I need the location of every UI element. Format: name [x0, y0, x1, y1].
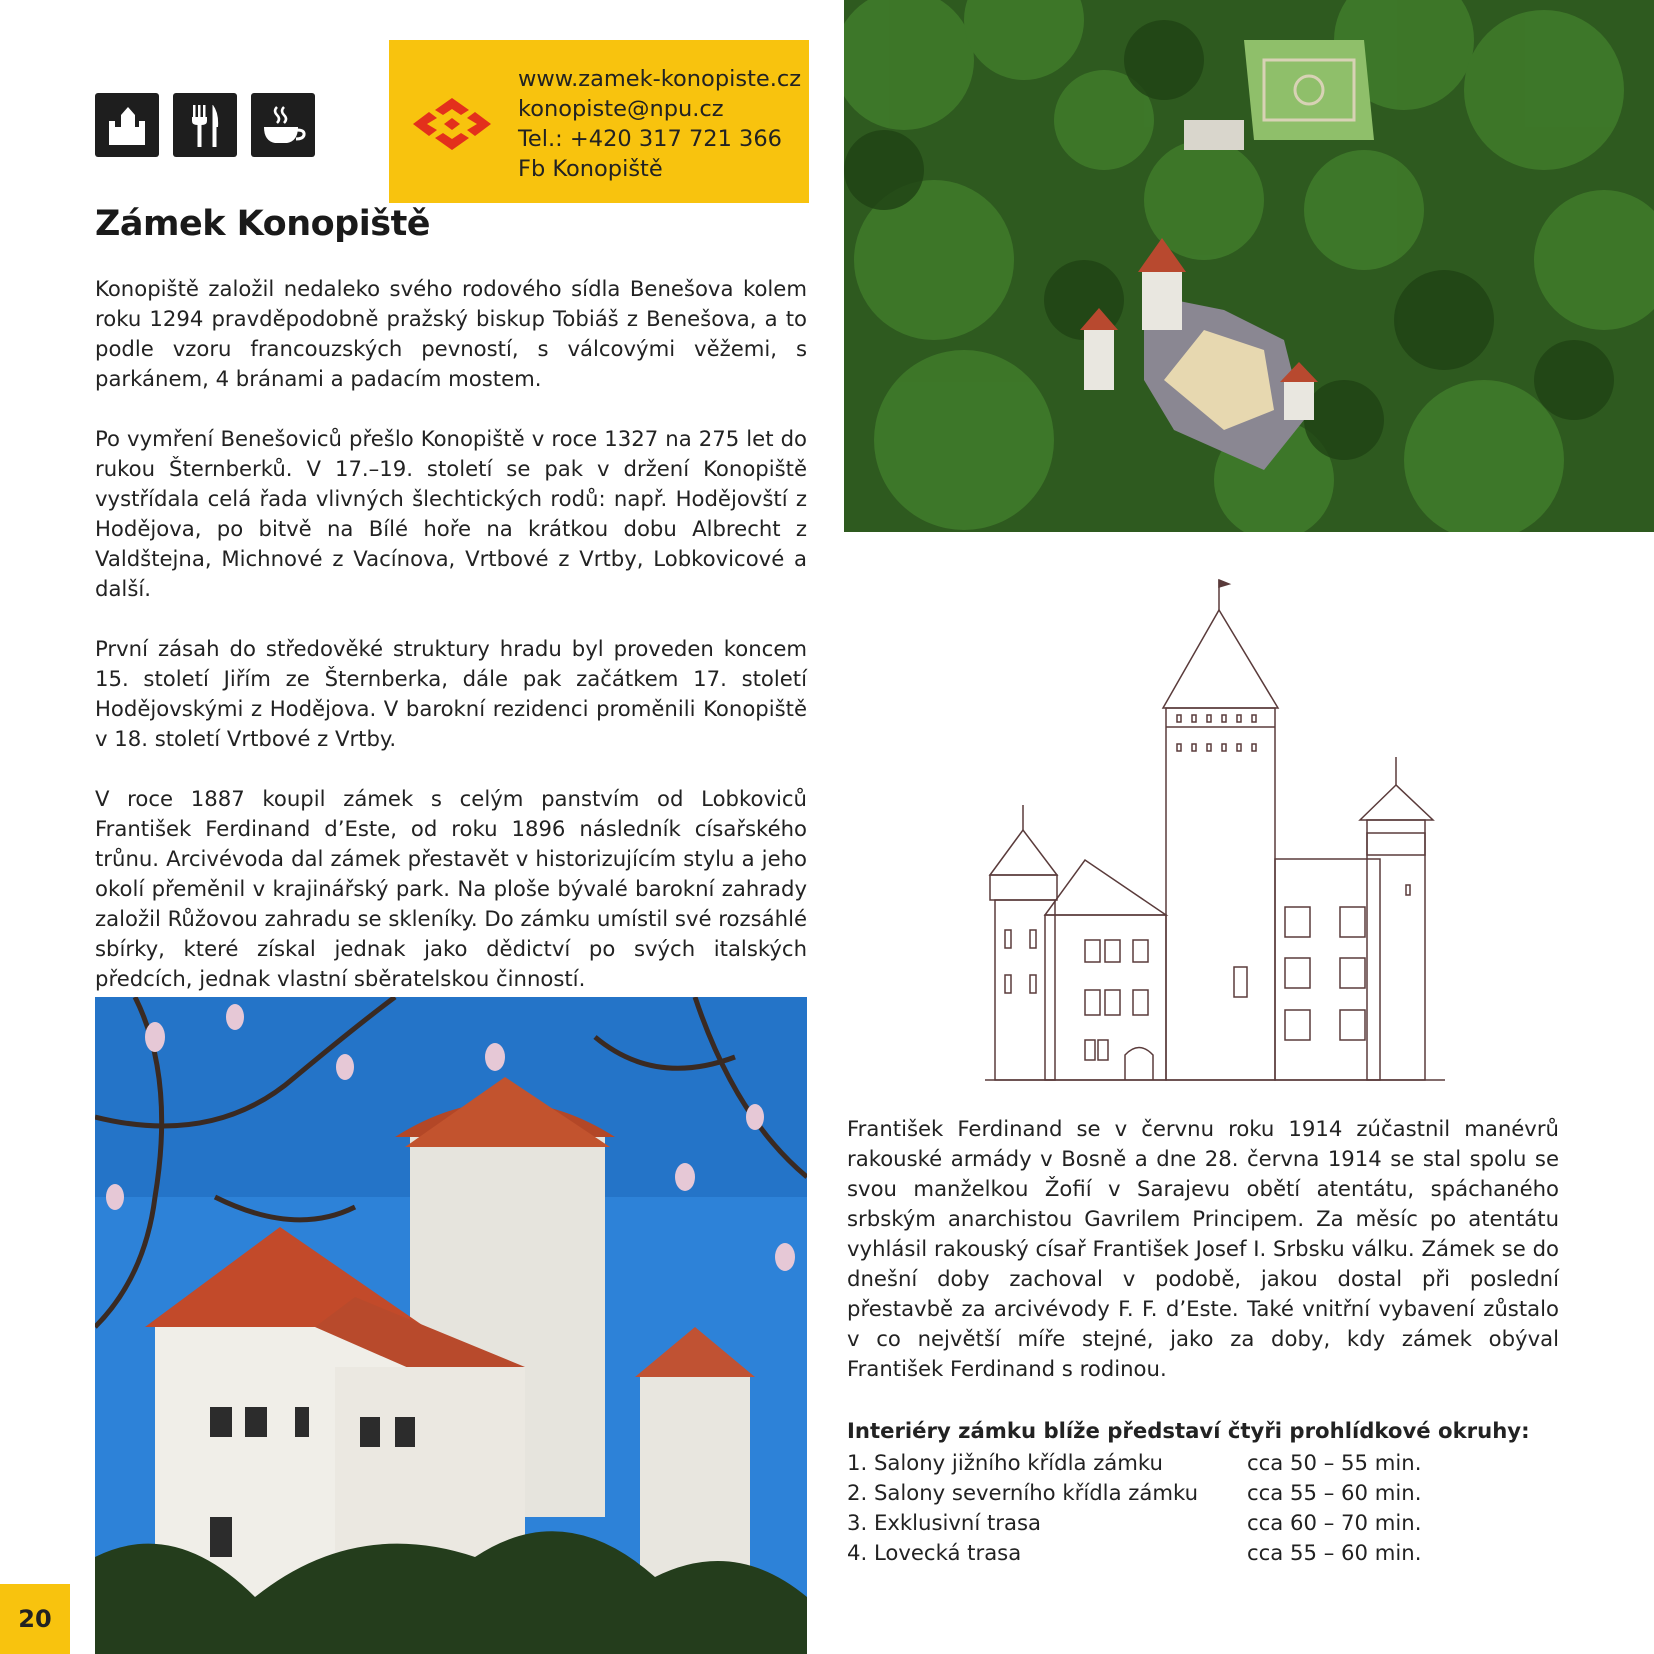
list-item — [847, 1478, 1447, 1508]
tour-name: 4. Lovecká trasa — [847, 1540, 1022, 1565]
tour-duration: cca 60 – 70 min. — [1247, 1510, 1422, 1535]
paragraph: První zásah do středověké struktury hradu byl proveden koncem 15. století Jiřím ze Šternberka, dále pak začátkem 17. století Hodějovskými z Hodějova. V barokní rezidenci proměnili Konopiště v 18. století Vrtbové z Vrtby. — [95, 636, 807, 751]
tour-duration: cca 55 – 60 min. — [1247, 1480, 1422, 1505]
castle-tower-photo — [95, 997, 807, 1654]
website-link[interactable]: www.zamek-konopiste.cz — [518, 66, 802, 92]
npu-logo — [409, 96, 495, 152]
paragraph: Konopiště založil nedaleko svého rodového sídla Benešova kolem roku 1294 pravděpodobně pražský biskup Tobiáš z Benešova, a to podle vzoru francouzských pevností, s válcovými věžemi, s parkánem, 4 bránami a padacím mostem. — [95, 276, 807, 391]
paragraph: František Ferdinand se v červnu roku 1914 zúčastnil manévrů rakouské armády v Bosně a dne 28. června 1914 se stal spolu se svou manželkou Žofií v Sarajevu obětí atentátu, spáchaného srbským anarchistou Gavrilem Principem. Za měsíc po atentátu vyhlásil rakouský císař František Josef I. Srbsku válku. Zámek se do dnešní doby zachoval v podobě, jakou dostal při poslední přestavbě za arcivévody F. F. d’Este. Také vnitřní vybavení zůstalo v co největší míře stejné, jako za doby, kdy zámek obýval František Ferdinand s rodinou. — [847, 1116, 1559, 1381]
email-link[interactable]: konopiste@npu.cz — [518, 96, 724, 122]
tours-heading: Interiéry zámku blíže představí čtyři prohlídkové okruhy: — [847, 1418, 1530, 1443]
paragraph: V roce 1887 koupil zámek s celým panstvím od Lobkoviců František Ferdinand d’Este, od roku 1896 následník císařského trůnu. Arcivévoda dal zámek přestavět v historizujícím stylu a jeho okolí přeměnil v krajinářský park. Na ploše bývalé barokní zahrady založil Růžovou zahradu se skleníky. Do zámku umístil své rozsáhlé sbírky, které získal jednak jako dědictví po svých italských předcích, jednak vlastní sběratelskou činností. — [95, 786, 807, 991]
page-title: Zámek Konopiště — [95, 204, 431, 244]
paragraph: Po vymření Benešoviců přešlo Konopiště v roce 1327 na 275 let do rukou Šternberků. V 17.–19. století se pak v držení Konopiště vystřídala celá řada vlivných šlechtických rodů: např. Hodějovští z Hodějova, po bitvě na Bílé hoře na krátkou dobu Albrecht z Valdštejna, Michnové z Vacínova, Vrtbové z Vrtby, Lobkovicové a další. — [95, 426, 807, 601]
tour-duration: cca 55 – 60 min. — [1247, 1540, 1422, 1565]
list-item — [847, 1448, 1447, 1478]
tour-name: 3. Exklusivní trasa — [847, 1510, 1041, 1535]
castle-line-drawing — [985, 575, 1445, 1085]
list-item — [847, 1538, 1447, 1568]
contact-box — [389, 40, 809, 203]
castle-icon — [95, 93, 159, 157]
tour-name: 1. Salony jižního křídla zámku — [847, 1450, 1163, 1475]
right-column-text — [847, 1114, 1559, 1384]
coffee-cup-icon — [251, 93, 315, 157]
cutlery-icon — [173, 93, 237, 157]
left-column-text — [95, 274, 807, 1024]
tour-duration: cca 50 – 55 min. — [1247, 1450, 1422, 1475]
page-number: 20 — [0, 1584, 70, 1654]
tours-list — [847, 1448, 1447, 1568]
facebook-text: Fb Konopiště — [518, 156, 663, 182]
tour-name: 2. Salony severního křídla zámku — [847, 1480, 1199, 1505]
aerial-castle-photo — [844, 0, 1654, 532]
list-item — [847, 1508, 1447, 1538]
phone-text: Tel.: +420 317 721 366 — [518, 126, 782, 152]
